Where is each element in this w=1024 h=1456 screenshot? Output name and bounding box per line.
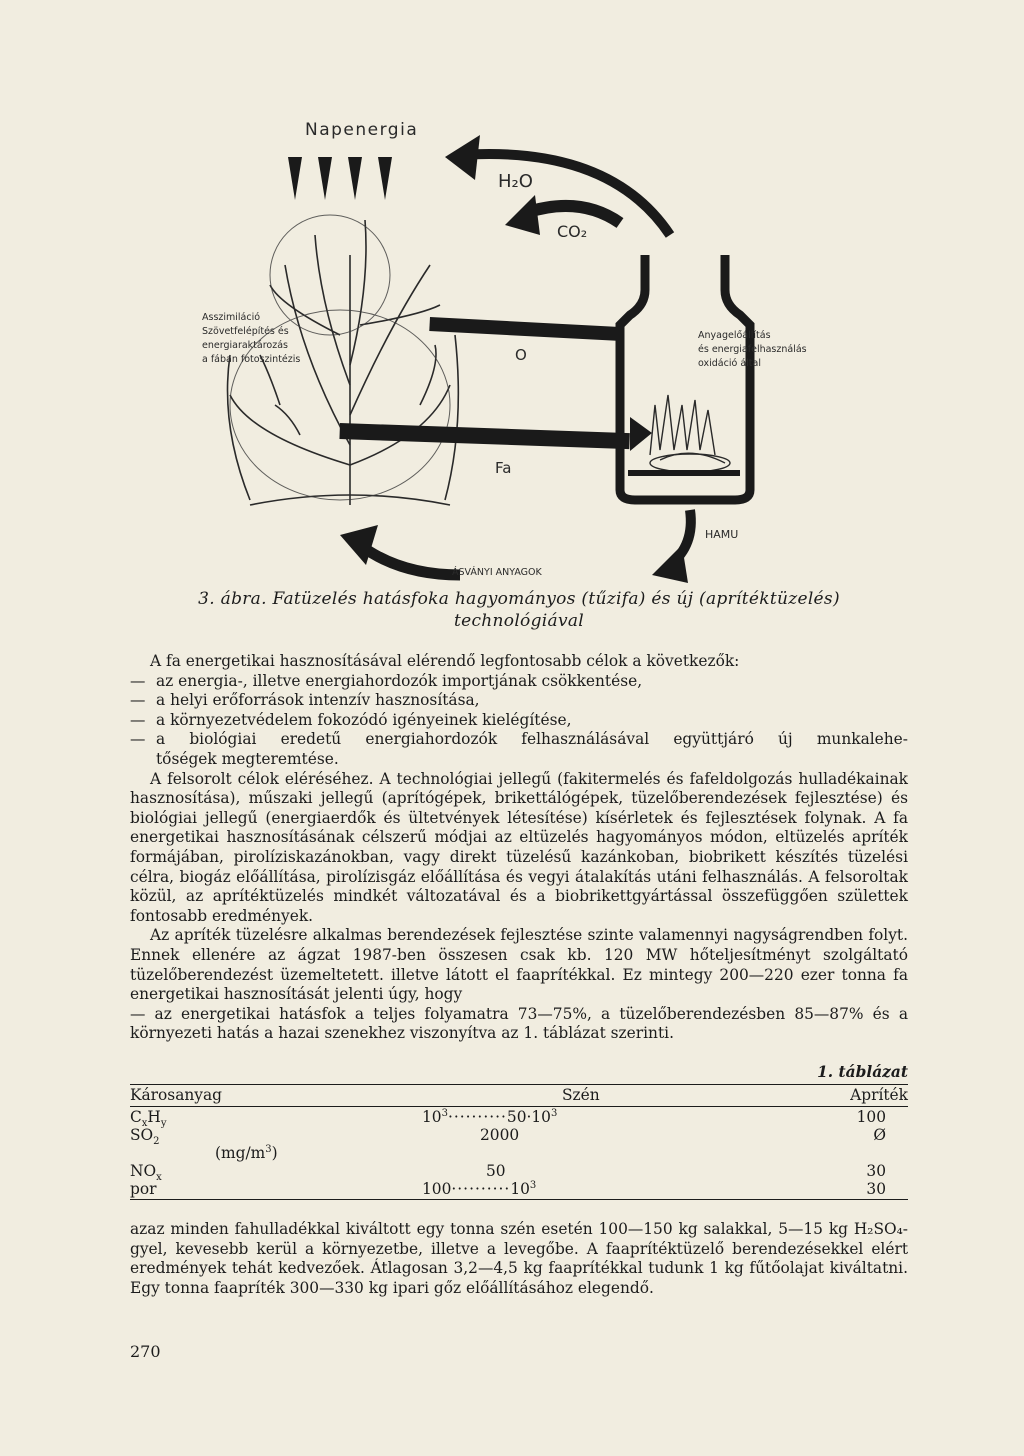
- svg-text:és energiafelhasználás: és energiafelhasználás: [698, 344, 807, 355]
- table-row-szen: $100\cdot\cdot\cdot\cdot\cdot\cdot\cdot\cdot\cdot\cdot 10^3$: [422, 1179, 537, 1198]
- table-row-name: por: [130, 1180, 157, 1198]
- table-row-apritek: 30: [866, 1180, 886, 1198]
- paragraph-efficiency: — az energetikai hatásfok a teljes folyamatra 73—75%, a tüzelőberendezésben 85—87% és a környezeti hatás a hazai szenekhez viszonyítva az 1. táblázat szerinti.: [130, 1004, 908, 1043]
- sun-arrows-icon: [288, 157, 392, 200]
- svg-text:Szövetfelépítés és: Szövetfelépítés és: [202, 326, 289, 337]
- table-row-apritek: 100: [856, 1108, 886, 1126]
- goal-item: — a helyi erőforrások intenzív hasznosítása,: [130, 691, 480, 710]
- table-row-name: $NO_x$: [130, 1162, 162, 1184]
- table-row-name: $SO_2$: [130, 1126, 160, 1148]
- table-row-szen: 2000: [480, 1126, 520, 1144]
- table-row-apritek: Ø: [873, 1126, 886, 1144]
- table-unit: $(mg/m^3)$: [215, 1143, 278, 1162]
- h2o-arrow-icon: [445, 135, 670, 235]
- goal-item: — a környezetvédelem fokozódó igényeinek kielégítése,: [130, 710, 572, 729]
- table-row-szen: $10^3\cdot\cdot\cdot\cdot\cdot\cdot\cdot\cdot\cdot\cdot 50\cdot 10^3$: [422, 1107, 558, 1126]
- table-top-rule: [130, 1084, 908, 1085]
- ash-arrow-icon: [652, 510, 691, 583]
- header-szen: Szén: [562, 1086, 600, 1104]
- svg-text:Asszimiláció: Asszimiláció: [202, 312, 261, 323]
- material-production-label: [698, 330, 807, 369]
- label-co2: CO₂: [557, 222, 588, 241]
- table-row-szen: 50: [486, 1162, 506, 1180]
- goal-item: — a biológiai eredetű energiahordozók felhasználásával együttjáró új munkalehe-: [130, 730, 908, 749]
- paragraph-goals: A fa energetikai hasznosításával elérendő legfontosabb célok a következők:: [150, 652, 740, 670]
- body-text-after-table: [130, 1220, 908, 1298]
- assimilation-label: [202, 312, 300, 365]
- goal-item: — az energia-, illetve energiahordozók importjának csökkentése,: [130, 671, 643, 690]
- label-hamu: HAMU: [705, 528, 739, 541]
- svg-text:energiaraktározás: energiaraktározás: [202, 340, 288, 351]
- energy-flow-figure: [190, 105, 880, 595]
- page-number: 270: [130, 1342, 161, 1361]
- header-karosanyag: Károsanyag: [130, 1086, 223, 1104]
- svg-text:oxidáció által: oxidáció által: [698, 358, 761, 369]
- goal-item-continued: tőségek megteremtése.: [156, 749, 339, 768]
- label-fa: Fa: [495, 459, 512, 477]
- table-bottom-rule: [130, 1199, 908, 1200]
- wood-flow-bar: [339, 417, 652, 451]
- table-header-rule: [130, 1106, 908, 1107]
- table-label: 1. táblázat: [817, 1063, 908, 1081]
- paragraph-results: azaz minden fahulladékkal kiváltott egy tonna szén esetén 100—150 kg salakkal, 5—15 kg H₂SO₄-gyel, kevesebb kerül a környezetbe, illetve a levegőbe. A faaprítéktüzelő berendezésekkel elért eredmények tehát kedvezőek. Átlagosan 3,2—4,5 kg faaprítékkal tudunk 1 kg fűtőolajat kiváltatni. Egy tonna faapríték 300—330 kg ipari gőz előállításához elegendő.: [130, 1220, 908, 1297]
- body-text: [130, 652, 908, 1044]
- flame-icon: [650, 395, 730, 472]
- paragraph-methods: A felsorolt célok eléréséhez. A technológiai jellegű (fakitermelés és fafeldolgozás hulladékainak hasznosítása), műszaki jellegű (aprítógépek, brikettálógépek, tüzelőberendezések fejlesztése) és biológiai jellegű (energiaerdők és ültetvények létesítése) kísérletek és fejlesztések folynak. A fa energetikai hasznosításának célszerű módjai az eltüzelés hagyományos módon, eltüzelés apríték formájában, pirolíziskazánokban, vagy direkt tüzelésű kazánkoban, biobrikett készítés tüzelési célra, biogáz előállítása, pirolízisgáz előállítása és vegyi átalakítás utáni felhasználás. A felsoroltak közül, az aprítéktüzelés mindkét változatával és a biobrikettgyártással összefüggően születtek fontosabb eredmények.: [130, 769, 908, 925]
- caption-line-1: 3. ábra. Fatüzelés hatásfoka hagyományos (tűzifa) és új (aprítéktüzelés): [198, 589, 840, 609]
- header-apritek: Apríték: [850, 1086, 908, 1104]
- emissions-table: [130, 1082, 908, 1200]
- figure-illustration: [190, 105, 880, 595]
- oxygen-flow-bar: [429, 317, 619, 341]
- paragraph-development: Az apríték tüzelésre alkalmas berendezések fejlesztése szinte valamennyi nagyságrendben folyt. Ennek ellenére az ágzat 1987-ben összesen csak kb. 120 MW hőteljesítményt szolgáltató tüzelőberendezést üzemeltetett. illetve látott el faaprítékkal. Ez mintegy 200—220 ezer tonna fa energetikai hasznosítását jelenti úgy, hogy: [130, 926, 908, 1004]
- label-napenergia: Napenergia: [305, 120, 419, 140]
- label-asvanyi: ÁSVÁNYI ANYAGOK: [452, 567, 542, 578]
- label-o: O: [515, 346, 527, 364]
- minerals-arrow-icon: [340, 525, 460, 575]
- figure-caption: [130, 588, 908, 632]
- table-row-apritek: 30: [866, 1162, 886, 1180]
- label-h2o: H₂O: [498, 171, 533, 192]
- grate-icon: [628, 470, 740, 476]
- svg-text:a fában fotoszintézis: a fában fotoszintézis: [202, 354, 301, 365]
- caption-line-2: technológiával: [453, 611, 585, 631]
- table-row-name: $C_xH_y$: [130, 1108, 167, 1130]
- svg-text:Anyagelőállítás: Anyagelőállítás: [698, 330, 771, 341]
